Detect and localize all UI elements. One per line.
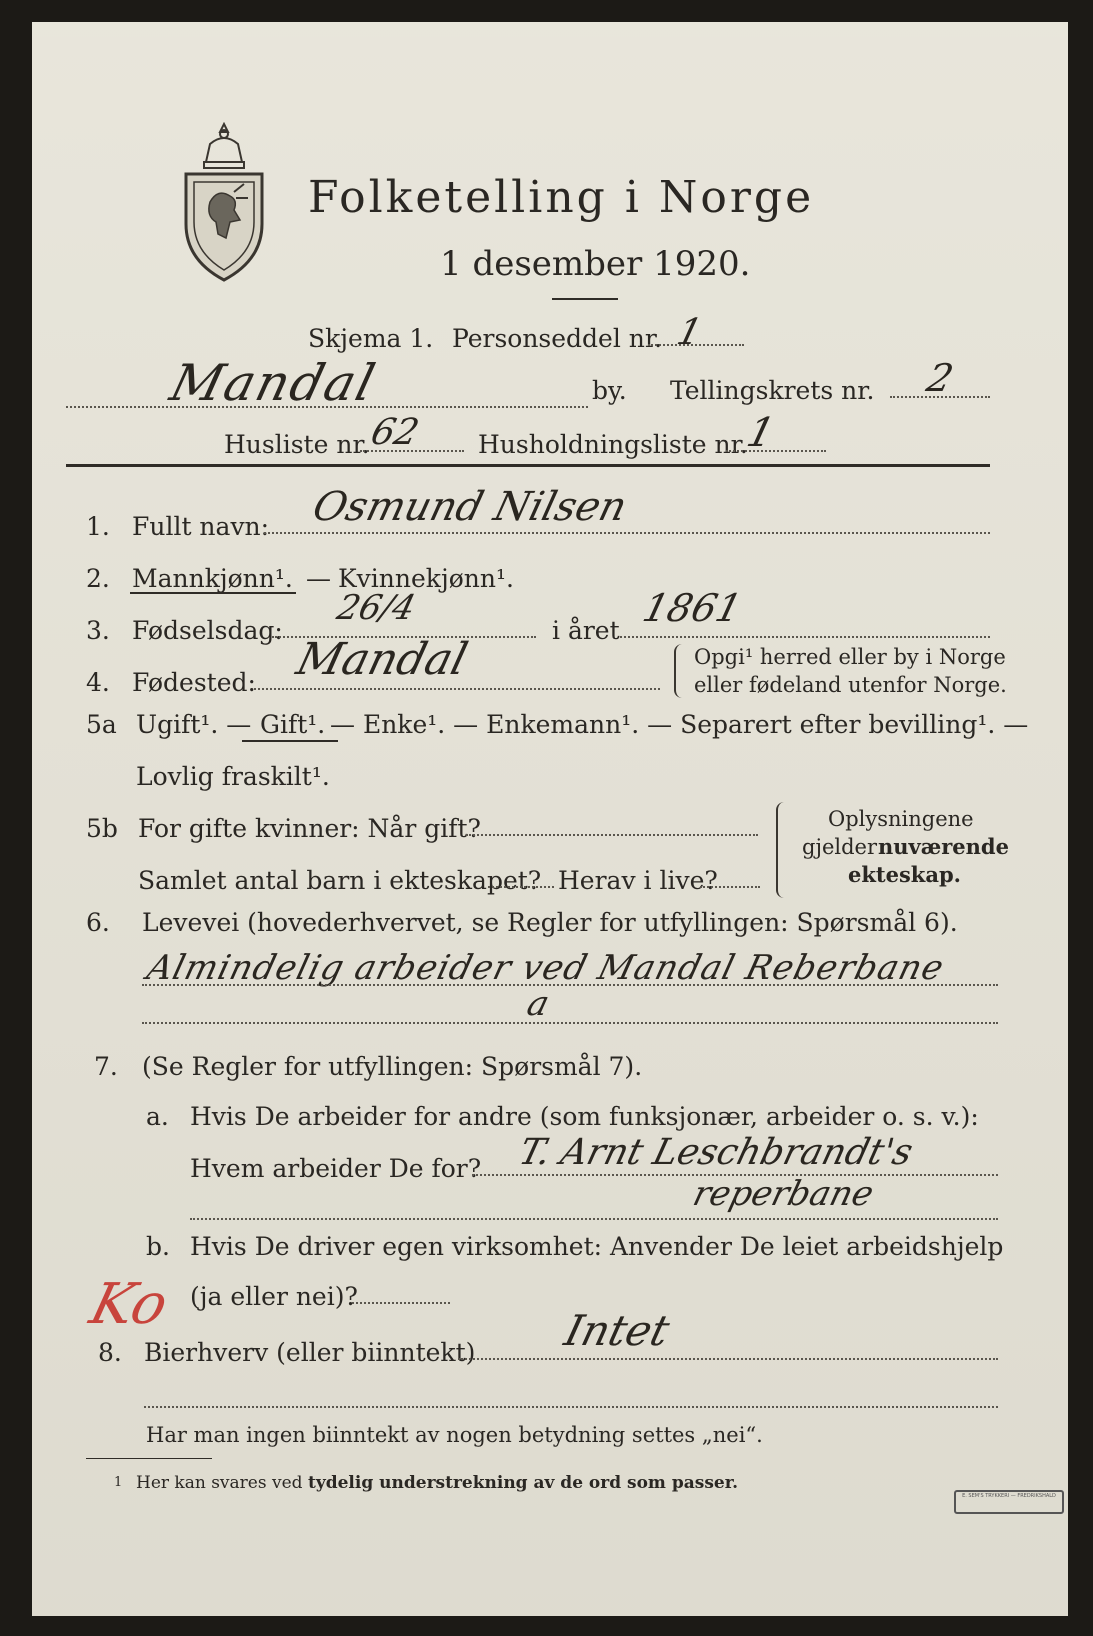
q7a-line1: Hvis De arbeider for andre (som funksjonær, arbeider o. s. v.): [190, 1102, 979, 1131]
q7b-answer-line [352, 1302, 450, 1304]
municipality-line [66, 406, 588, 408]
employer-value: T. Arnt Leschbrandt's [514, 1132, 917, 1173]
q1-line [264, 532, 990, 534]
husholdning-value: 1 [742, 410, 780, 456]
tellingskrets-label: Tellingskrets nr. [670, 376, 875, 405]
q7b-letter: b. [146, 1232, 170, 1261]
q5b-alive-line [700, 886, 760, 888]
q7-label: (Se Regler for utfyllingen: Spørsmål 7). [142, 1052, 643, 1081]
status-fraskilt: Lovlig fraskilt¹. [136, 762, 330, 791]
q7b-line2: (ja eller nei)? [190, 1282, 358, 1311]
birthdate-value: 26/4 [333, 588, 420, 628]
census-date: 1 desember 1920. [440, 244, 751, 284]
side-income-line2 [144, 1406, 998, 1408]
q4-brace [674, 644, 684, 698]
occupation-value-cont: a [523, 984, 554, 1024]
birthyear-value: 1861 [638, 586, 747, 630]
q5b-children-label: Samlet antal barn i ekteskapet? [138, 866, 542, 895]
side-income-value: Intet [559, 1306, 675, 1355]
header-rule [66, 464, 990, 467]
q4-number: 4. [86, 668, 110, 697]
q5b-note-line3: ekteskap. [848, 862, 961, 887]
q5b-note-line2b: nuværende [878, 834, 1009, 859]
birthyear-line [620, 636, 990, 638]
printer-stamp: E. SEM'S TRYKKERI — FREDRIKSHALD [954, 1490, 1064, 1514]
footnote-number: 1 [114, 1475, 123, 1490]
q4-note-line1: Opgi¹ herred eller by i Norge [694, 645, 1006, 669]
q2-number: 2. [86, 564, 110, 593]
q5b-note-line1: Oplysningene [828, 807, 974, 831]
q4-label: Fødested: [132, 668, 256, 697]
census-form [32, 22, 1068, 1616]
q5b-brace [776, 802, 786, 898]
status-ugift: Ugift¹. — [136, 710, 252, 739]
title-divider [552, 298, 618, 300]
personseddel-label: Personseddel nr. [452, 324, 663, 353]
q6-number: 6. [86, 908, 110, 937]
form-title: Folketelling i Norge [308, 172, 815, 223]
q7a-letter: a. [146, 1102, 169, 1131]
husliste-value: 62 [366, 412, 423, 453]
q5a-number: 5a [86, 710, 117, 739]
q7b-line1: Hvis De driver egen virksomhet: Anvender De leiet arbeidshjelp [190, 1232, 1004, 1261]
gender-female-option: Kvinnekjønn¹. [338, 564, 514, 593]
q1-number: 1. [86, 512, 110, 541]
q5b-children-line [488, 886, 554, 888]
q3-label: Fødselsdag: [132, 616, 283, 645]
red-pencil-mark: Ko [83, 1272, 175, 1337]
status-gift: Gift¹. [260, 710, 326, 739]
employer-value-cont: reperbane [689, 1174, 878, 1214]
footnote-text-b: tydelig understrekning av de ord som passer. [308, 1473, 739, 1493]
municipality-value: Mandal [164, 354, 383, 412]
q8-label: Bierhverv (eller biinntekt) [144, 1338, 476, 1367]
husholdning-line [726, 450, 826, 452]
q5b-married-line [466, 834, 758, 836]
occupation-value: Almindelig arbeider ved Mandal Reberbane [143, 948, 949, 988]
occupation-line2 [142, 1022, 998, 1024]
employer-line2 [190, 1218, 998, 1220]
q5b-alive-label: Herav i live? [558, 866, 718, 895]
q7-number: 7. [94, 1052, 118, 1081]
personseddel-value: 1 [672, 312, 707, 353]
q7a-line2: Hvem arbeider De for? [190, 1154, 482, 1183]
occupation-line1 [142, 984, 998, 986]
footnote-divider [86, 1458, 212, 1459]
husliste-label: Husliste nr. [224, 430, 370, 459]
q3-number: 3. [86, 616, 110, 645]
husholdning-label: Husholdningsliste nr. [478, 430, 748, 459]
q1-label: Fullt navn: [132, 512, 270, 541]
q5b-married-when: For gifte kvinner: Når gift? [138, 814, 481, 843]
q3-year-label: i året [552, 616, 620, 645]
q2-separator: — [306, 564, 331, 593]
side-income-line1 [458, 1358, 998, 1360]
q5b-number: 5b [86, 814, 118, 843]
birthplace-value: Mandal [291, 634, 473, 685]
gender-male-underline [130, 592, 296, 594]
by-label: by. [592, 376, 627, 405]
gender-male-option: Mannkjønn¹. [132, 564, 293, 593]
q6-label: Levevei (hovederhvervet, se Regler for utfyllingen: Spørsmål 6). [142, 908, 958, 937]
birthplace-line [254, 688, 660, 690]
skjema-label: Skjema 1. [308, 324, 434, 353]
footer-note: Har man ingen biinntekt av nogen betydning settes „nei“. [146, 1423, 763, 1447]
tellingskrets-value: 2 [922, 356, 958, 400]
norwegian-coat-of-arms-icon [180, 122, 268, 282]
q4-note-line2: eller fødeland utenfor Norge. [694, 673, 1007, 697]
full-name-value: Osmund Nilsen [308, 484, 632, 530]
footnote-text-a: Her kan svares ved [136, 1473, 303, 1493]
q8-number: 8. [98, 1338, 122, 1367]
q5b-note-line2a: gjelder [802, 835, 878, 859]
status-gift-underline [242, 740, 338, 742]
status-others: — Enke¹. — Enkemann¹. — Separert efter bevilling¹. — [330, 710, 1029, 739]
